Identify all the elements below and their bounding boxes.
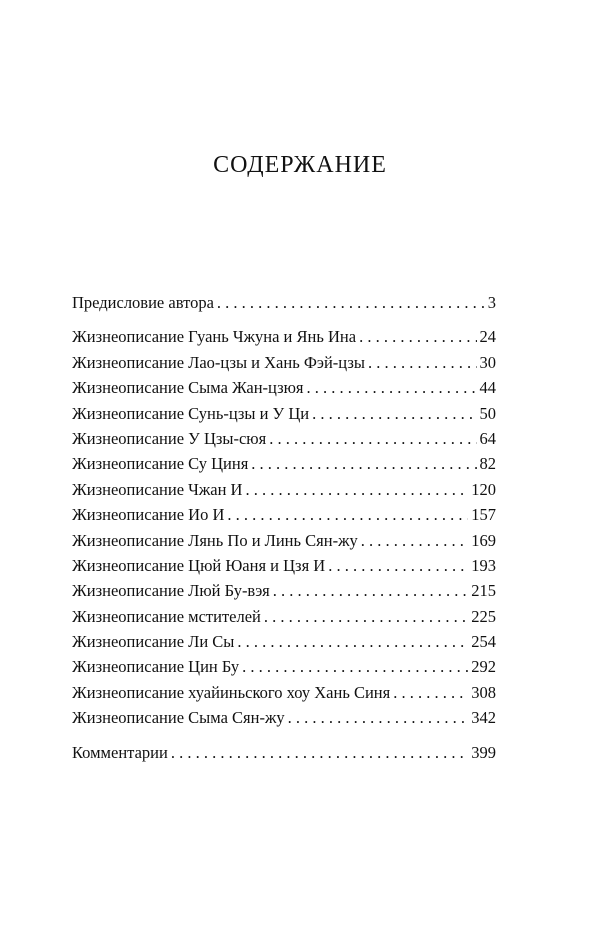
toc-leader-dots bbox=[227, 502, 468, 527]
toc-entry-page: 30 bbox=[479, 352, 496, 372]
toc-entry-page: 157 bbox=[471, 505, 496, 525]
toc-entry-page: 342 bbox=[471, 708, 496, 728]
toc-entry bbox=[72, 680, 496, 705]
toc-entry bbox=[72, 401, 496, 426]
toc-leader-dots bbox=[312, 401, 476, 426]
toc-entry-title: Комментарии bbox=[72, 742, 168, 762]
toc-leader-dots bbox=[251, 451, 476, 476]
toc-leader-dots bbox=[393, 680, 468, 705]
toc-leader-dots bbox=[237, 629, 468, 654]
toc-leader-dots bbox=[242, 654, 468, 679]
toc-leader-dots bbox=[361, 528, 469, 553]
toc-entry-page: 308 bbox=[471, 682, 496, 702]
toc-entry-title: Жизнеописание Сунь-цзы и У Ци bbox=[72, 403, 310, 423]
toc-entry-title: Жизнеописание Лянь По и Линь Сян-жу bbox=[72, 530, 358, 550]
toc-entry-page: 225 bbox=[471, 606, 496, 626]
toc-entry-page: 292 bbox=[471, 657, 496, 677]
toc-entry bbox=[72, 375, 496, 400]
toc-entry-title: Жизнеописание хуайиньского хоу Хань Синя bbox=[72, 682, 391, 702]
toc-leader-dots bbox=[171, 740, 468, 765]
toc-entry bbox=[72, 604, 496, 629]
toc-entry bbox=[72, 502, 496, 527]
toc-entry bbox=[72, 324, 496, 349]
toc-leader-dots bbox=[328, 553, 468, 578]
toc-entry-title: Жизнеописание Люй Бу-вэя bbox=[72, 581, 270, 601]
toc-entry-page: 215 bbox=[471, 581, 496, 601]
toc-entry-title: Жизнеописание Сыма Сян-жу bbox=[72, 708, 285, 728]
toc-entry-page: 193 bbox=[471, 555, 496, 575]
toc-entry bbox=[72, 451, 496, 476]
toc-entry-page: 3 bbox=[487, 293, 496, 312]
toc-entry bbox=[72, 426, 496, 451]
toc-entry-page: 64 bbox=[479, 428, 496, 448]
toc-entry-page: 44 bbox=[479, 378, 496, 398]
toc-leader-dots bbox=[273, 578, 469, 603]
toc-leader-dots bbox=[264, 604, 468, 629]
toc-entry-page: 254 bbox=[471, 632, 496, 652]
toc-leader-dots bbox=[368, 350, 477, 375]
toc-entry bbox=[72, 477, 496, 502]
toc-entry-page: 169 bbox=[471, 530, 496, 550]
toc-entry-title: Жизнеописание Сыма Жан-цзюя bbox=[72, 378, 304, 398]
toc-leader-dots bbox=[217, 290, 485, 315]
toc-entry bbox=[72, 629, 496, 654]
toc-entry-title: Жизнеописание мстителей bbox=[72, 606, 261, 626]
toc-entry-title: Жизнеописание Ио И bbox=[72, 505, 225, 525]
toc-entry-title: Жизнеописание Лао-цзы и Хань Фэй-цзы bbox=[72, 352, 365, 372]
toc-entry bbox=[72, 578, 496, 603]
toc-entry-page: 399 bbox=[471, 742, 496, 762]
toc-entry-title: Жизнеописание Цюй Юаня и Цзя И bbox=[72, 555, 326, 575]
toc-entry-title: Жизнеописание Цин Бу bbox=[72, 657, 240, 677]
toc-leader-dots bbox=[269, 426, 476, 451]
toc-entry bbox=[72, 654, 496, 679]
toc-entry-title: Жизнеописание Чжан И bbox=[72, 479, 243, 499]
toc-entry-page: 82 bbox=[479, 454, 496, 474]
toc-entry bbox=[72, 290, 496, 315]
toc-entry-page: 120 bbox=[471, 479, 496, 499]
toc-entry-title: Жизнеописание У Цзы-сюя bbox=[72, 428, 267, 448]
page-title: СОДЕРЖАНИЕ bbox=[213, 152, 387, 178]
toc-entry bbox=[72, 705, 496, 730]
toc-leader-dots bbox=[245, 477, 468, 502]
toc-entry bbox=[72, 553, 496, 578]
toc-leader-dots bbox=[359, 324, 476, 349]
toc-leader-dots bbox=[288, 705, 469, 730]
toc-entry bbox=[72, 350, 496, 375]
toc-entry-title: Жизнеописание Су Циня bbox=[72, 454, 249, 474]
toc-entry-title: Предисловие автора bbox=[72, 293, 214, 312]
toc-entry-title: Жизнеописание Ли Сы bbox=[72, 632, 235, 652]
toc-entry-page: 50 bbox=[479, 403, 496, 423]
toc-entry bbox=[72, 528, 496, 553]
table-of-contents bbox=[72, 290, 496, 765]
toc-entry-page: 24 bbox=[479, 327, 496, 347]
toc-entry bbox=[72, 740, 496, 765]
toc-leader-dots bbox=[307, 375, 477, 400]
toc-entry-title: Жизнеописание Гуань Чжуна и Янь Ина bbox=[72, 327, 357, 347]
